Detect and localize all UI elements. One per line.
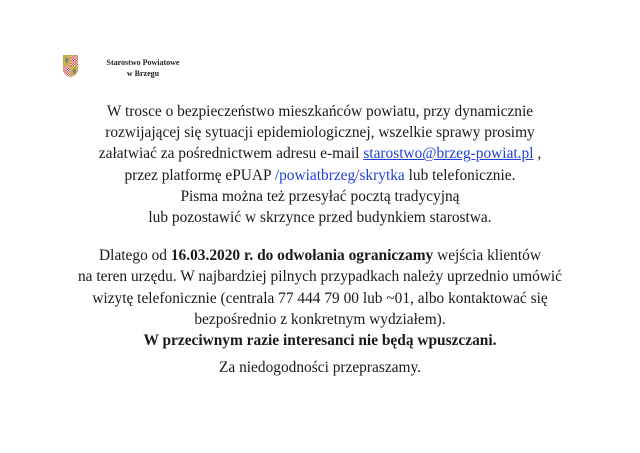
spacer <box>40 228 600 245</box>
coat-of-arms-icon <box>63 55 78 77</box>
apology-line: Za niedogodności przepraszamy. <box>219 359 421 377</box>
notice-line: lub pozostawić w skrzynce przed budynkiem starostwa. <box>148 209 492 227</box>
notice-line <box>40 165 600 186</box>
text: , <box>533 145 542 163</box>
text: wejścia klientów <box>433 247 541 265</box>
org-name-line1: Starostwo Powiatowe <box>106 58 180 67</box>
notice-line: rozwijającej się sytuacji epidemiologicznej, wszelkie sprawy prosimy <box>105 124 535 142</box>
text: załatwiać za pośrednictwem adresu e-mail <box>98 145 364 163</box>
epuap-link[interactable]: /powiatbrzeg/skrytka <box>274 166 405 184</box>
text: przez platformę ePUAP <box>124 166 275 184</box>
notice-line <box>40 143 600 164</box>
warning-text: W przeciwnym razie interesanci nie będą wpuszczani. <box>143 332 497 350</box>
notice-line: wizytę telefonicznie (centrala 77 444 79 00 lub ~01, albo kontaktować się <box>92 289 548 307</box>
notice-line <box>40 245 600 266</box>
notice-body <box>40 101 600 378</box>
notice-line: bezpośrednio z konkretnym wydziałem). <box>194 310 446 328</box>
notice-line: na teren urzędu. W najbardziej pilnych przypadkach należy uprzednio umówić <box>77 268 563 286</box>
org-name <box>88 57 198 79</box>
header-logo <box>63 55 180 78</box>
warning-line <box>40 330 600 351</box>
org-name-line2: w Brzegu <box>126 69 160 78</box>
notice-line: W trosce o bezpieczeństwo mieszkańców powiatu, przy dynamicznie <box>106 103 534 120</box>
text: Dlatego od <box>99 247 171 265</box>
date-restriction: 16.03.2020 r. do odwołania ograniczamy <box>170 247 434 265</box>
text: lub telefonicznie. <box>404 166 516 184</box>
email-link[interactable]: starostwo@brzeg-powiat.pl <box>363 145 534 163</box>
notice-line: Pisma można też przesyłać pocztą tradycyjną <box>180 187 460 205</box>
